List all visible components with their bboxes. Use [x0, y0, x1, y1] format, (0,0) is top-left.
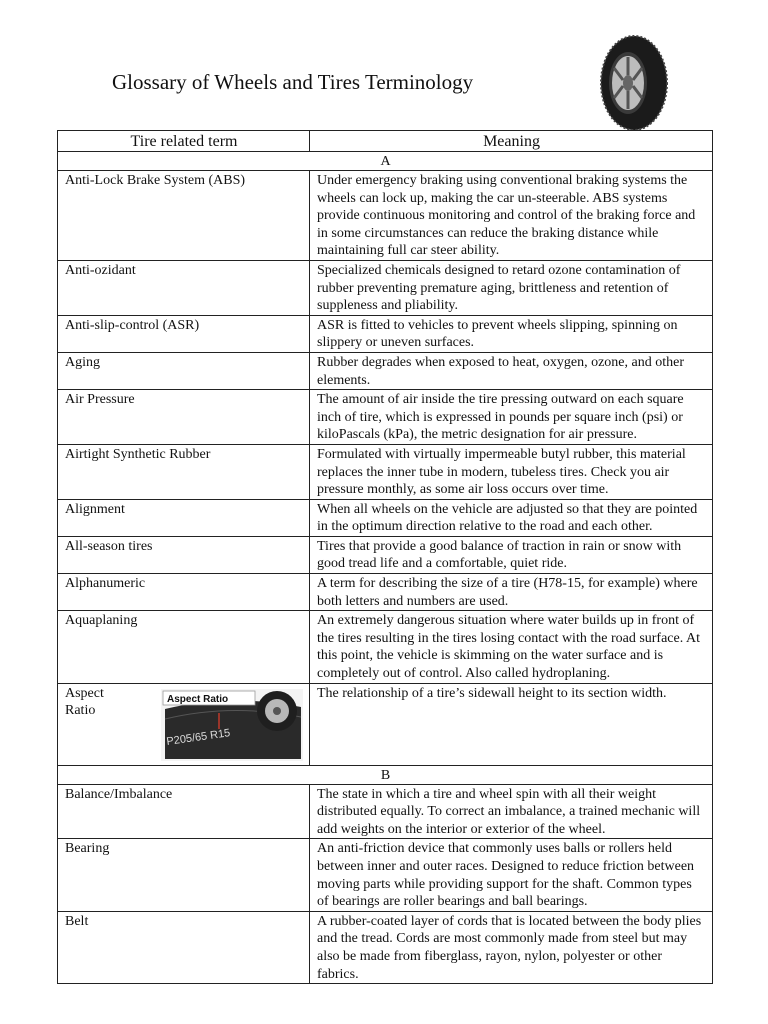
- meaning-cell: Tires that provide a good balance of traction in rain or snow with good tread life and a comfortable, quiet ride.: [310, 536, 713, 573]
- section-letter-b: B: [58, 765, 713, 784]
- term-text: Aspect Ratio: [65, 685, 104, 719]
- table-row: [58, 839, 713, 911]
- term-cell: All-season tires: [58, 536, 310, 573]
- meaning-cell: ASR is fitted to vehicles to prevent wheels slipping, spinning on slippery or uneven surfaces.: [310, 315, 713, 352]
- table-row: [58, 536, 713, 573]
- table-row: [58, 499, 713, 536]
- section-letter-a: A: [58, 152, 713, 171]
- term-cell: Anti-Lock Brake System (ABS): [58, 171, 310, 261]
- table-row: [58, 683, 713, 765]
- table-row: [58, 574, 713, 611]
- meaning-cell: Formulated with virtually impermeable butyl rubber, this material replaces the inner tube in modern, tubeless tires. Check you air pressure monthly, as some air loss occurs over time.: [310, 444, 713, 499]
- term-cell: Bearing: [58, 839, 310, 911]
- term-cell: Aquaplaning: [58, 611, 310, 683]
- table-row: [58, 352, 713, 389]
- term-cell: Balance/Imbalance: [58, 784, 310, 839]
- sidewall-text: P205/65 R15: [165, 726, 232, 748]
- meaning-cell: A term for describing the size of a tire (H78-15, for example) where both letters and numbers are used.: [310, 574, 713, 611]
- table-row: [58, 171, 713, 261]
- column-header-term: Tire related term: [58, 131, 310, 152]
- meaning-cell: The amount of air inside the tire pressing outward on each square inch of tire, which is expressed in pounds per square inch (psi) or kiloPascals (kPa), the metric designation for air pressure.: [310, 390, 713, 445]
- meaning-cell: Under emergency braking using conventional braking systems the wheels can lock up, making the car un-steerable. ABS systems provide continuous monitoring and control of the braking force and in some circumstances can reduce the braking distance while maintaining full car steer ability.: [310, 171, 713, 261]
- meaning-cell: Specialized chemicals designed to retard ozone contamination of rubber preventing premature aging, brittleness and retention of suppleness and pliability.: [310, 260, 713, 315]
- glossary-table: [57, 130, 713, 984]
- table-row: [58, 315, 713, 352]
- table-row: [58, 260, 713, 315]
- meaning-cell: The relationship of a tire’s sidewall height to its section width.: [310, 683, 713, 765]
- term-cell: Aging: [58, 352, 310, 389]
- meaning-cell: When all wheels on the vehicle are adjusted so that they are pointed in the optimum direction relative to the road and each other.: [310, 499, 713, 536]
- term-cell: Anti-slip-control (ASR): [58, 315, 310, 352]
- meaning-cell: An extremely dangerous situation where water builds up in front of the tires resulting in the tires losing contact with the road surface. At this point, the vehicle is skimming on the water surface and is completely out of control. Also called hydroplaning.: [310, 611, 713, 683]
- term-cell: Alignment: [58, 499, 310, 536]
- column-header-meaning: Meaning: [310, 131, 713, 152]
- meaning-cell: An anti-friction device that commonly uses balls or rollers held between inner and outer races. Designed to reduce friction between moving parts while providing support for the shaft. Common types of bearings are roller bearings and ball bearings.: [310, 839, 713, 911]
- term-cell: Anti-ozidant: [58, 260, 310, 315]
- meaning-cell: The state in which a tire and wheel spin with all their weight distributed equally. To correct an imbalance, a trained mechanic will add weights on the interior or exterior of the wheel.: [310, 784, 713, 839]
- table-row: [58, 611, 713, 683]
- tire-icon: [596, 34, 672, 132]
- term-cell: [58, 683, 310, 765]
- meaning-cell: Rubber degrades when exposed to heat, oxygen, ozone, and other elements.: [310, 352, 713, 389]
- aspect-image-label: Aspect Ratio: [167, 693, 229, 705]
- table-row: [58, 784, 713, 839]
- table-row: [58, 444, 713, 499]
- term-cell: Airtight Synthetic Rubber: [58, 444, 310, 499]
- meaning-cell: A rubber-coated layer of cords that is located between the body plies and the tread. Cords are most commonly made from steel but may also be made from fiberglass, rayon, nylon, polyester or other fabrics.: [310, 911, 713, 983]
- term-cell: Belt: [58, 911, 310, 983]
- page-title: Glossary of Wheels and Tires Terminology: [112, 70, 474, 94]
- term-cell: Air Pressure: [58, 390, 310, 445]
- aspect-ratio-diagram: [161, 689, 303, 761]
- term-cell: Alphanumeric: [58, 574, 310, 611]
- table-row: [58, 911, 713, 983]
- table-row: [58, 390, 713, 445]
